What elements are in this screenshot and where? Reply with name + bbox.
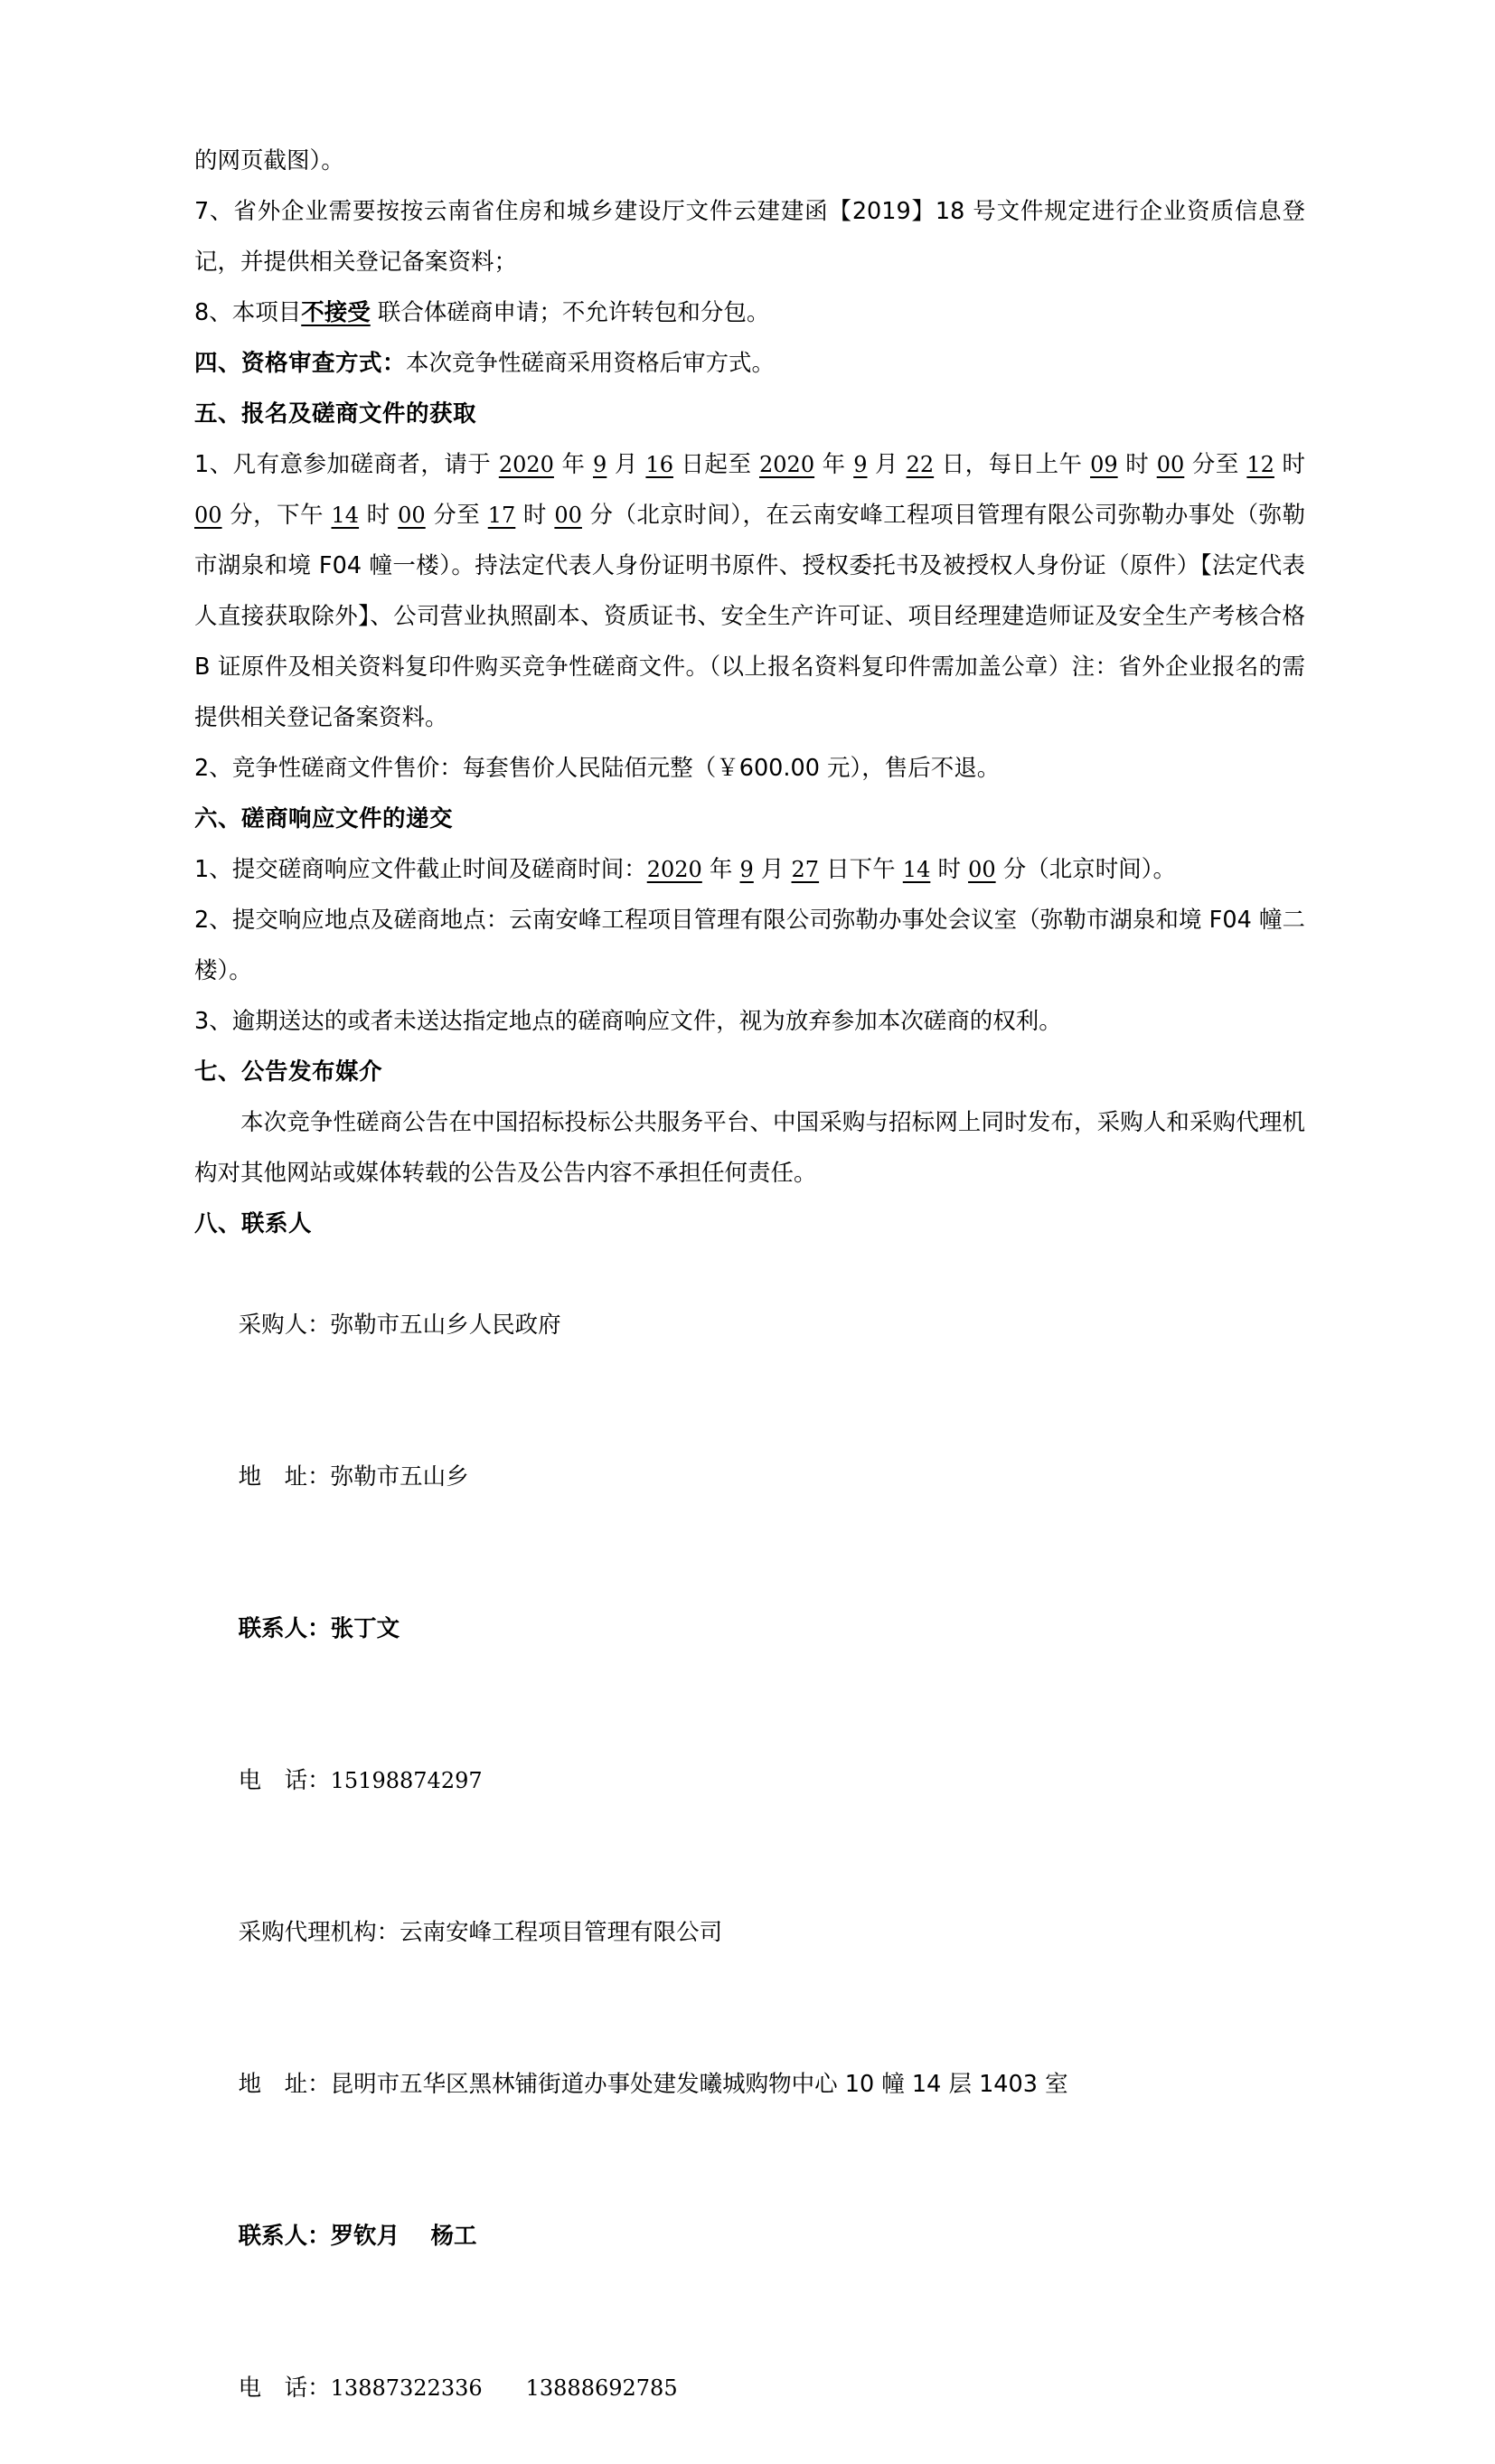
paragraph-submission-deadline <box>194 844 1305 895</box>
seg-month: 9 <box>739 857 754 882</box>
section-heading-text: 八、联系人 <box>194 1210 313 1237</box>
section-heading-text: 五、报名及磋商文件的获取 <box>194 400 477 428</box>
section-4-qualification-review <box>194 338 1305 389</box>
contact-value: 昆明市五华区黑林铺街道办事处建发曦城购物中心 10 幢 14 层 1403 室 <box>330 2071 1068 2098</box>
contact-label: 电 话： <box>238 2375 331 2402</box>
section-heading: 四、资格审查方式： <box>194 350 407 377</box>
paragraph-text: 2、竞争性磋商文件售价：每套售价人民陆佰元整（￥600.00 元），售后不退。 <box>194 755 1001 782</box>
seg-day-end: 22 <box>906 452 935 477</box>
paragraph-document-price <box>194 743 1305 794</box>
seg: 年 <box>701 856 740 883</box>
seg: 年 <box>553 451 594 478</box>
paragraph-text: 本次竞争性磋商公告在中国招标投标公共服务平台、中国采购与招标网上同时发布，采购人和采购代理机构对其他网站或媒体转载的公告及公告内容不承担任何责任。 <box>194 1109 1305 1187</box>
paragraph-announcement-media <box>194 1097 1305 1199</box>
contact-label: 地 址： <box>238 1463 331 1491</box>
seg-am-end-hour: 12 <box>1246 452 1274 477</box>
seg-day: 27 <box>791 857 820 882</box>
paragraph-suffix: 联合体磋商申请；不允许转包和分包。 <box>370 299 770 326</box>
contact-label: 联系人： <box>238 1615 331 1642</box>
contact-label: 采购人： <box>238 1312 331 1339</box>
seg-month-end: 9 <box>853 452 868 477</box>
contact-label: 采购代理机构： <box>238 1919 400 1946</box>
contact-agency <box>194 1857 1305 2008</box>
contact-value: 弥勒市五山乡 <box>330 1463 469 1491</box>
seg-am-start-hour: 09 <box>1090 452 1118 477</box>
section-6-heading <box>194 794 1305 844</box>
contact-value: 云南安峰工程项目管理有限公司 <box>400 1919 723 1946</box>
contact-purchaser <box>194 1249 1305 1401</box>
paragraph-text: 的网页截图）。 <box>194 147 344 174</box>
contact-agency-address <box>194 2008 1305 2160</box>
contact-value: 罗钦月 杨工 <box>330 2223 477 2250</box>
seg-year-end: 2020 <box>759 452 815 477</box>
seg: 时 <box>1274 451 1305 478</box>
seg-pm-end-hour: 17 <box>487 503 516 528</box>
seg-month: 9 <box>593 452 607 477</box>
seg: 分至 <box>1184 451 1247 478</box>
contact-purchaser-address <box>194 1401 1305 1553</box>
contact-agency-person <box>194 2160 1305 2312</box>
paragraph-item-8 <box>194 287 1305 338</box>
contact-label: 地 址： <box>238 2071 331 2098</box>
contact-value: 15198874297 <box>330 1768 483 1793</box>
contact-label: 电 话： <box>238 1767 331 1794</box>
seg-am-start-min: 00 <box>1156 452 1185 477</box>
seg: 日，每日上午 <box>934 451 1091 478</box>
paragraph-text: 7、省外企业需要按按云南省住房和城乡建设厅文件云建建函【2019】18 号文件规定进行企业资质信息登记，并提供相关登记备案资料； <box>194 198 1305 276</box>
seg-pm-end-min: 00 <box>554 503 582 528</box>
paragraph-prefix: 8、本项目 <box>194 299 302 326</box>
section-7-heading <box>194 1047 1305 1097</box>
seg: 日起至 <box>672 451 760 478</box>
seg: 分，下午 <box>221 502 332 529</box>
paragraph-text: 3、逾期送达的或者未送达指定地点的磋商响应文件，视为放弃参加本次磋商的权利。 <box>194 1008 1062 1035</box>
seg: 月 <box>606 451 646 478</box>
seg: 1、凡有意参加磋商者，请于 <box>194 451 499 478</box>
seg: 时 <box>1117 451 1157 478</box>
seg: 时 <box>930 856 969 883</box>
section-heading-text: 六、磋商响应文件的递交 <box>194 805 454 832</box>
contact-label: 联系人： <box>238 2223 331 2250</box>
seg: 时 <box>359 502 399 529</box>
paragraph-item-7 <box>194 186 1305 287</box>
contact-agency-phone <box>194 2312 1305 2464</box>
document-body <box>194 136 1305 2464</box>
contact-purchaser-person <box>194 1553 1305 1705</box>
section-8-heading <box>194 1199 1305 1249</box>
seg-year: 2020 <box>498 452 554 477</box>
seg-hour: 14 <box>902 857 931 882</box>
contact-value: 张丁文 <box>330 1615 400 1642</box>
seg: 时 <box>515 502 555 529</box>
seg: 月 <box>753 856 792 883</box>
seg-day: 16 <box>645 452 673 477</box>
seg: 分（北京时间），在云南安峰工程项目管理有限公司弥勒办事处（弥勒市湖泉和境 F04 幢一楼）。持法定代表人身份证明书原件、授权委托书及被授权人身份证（原件）【法定代表人直接获取除外】、公司营业执照副本、资质证书、安全生产许可证、项目经理建造师证及安全生产考核合格 B 证原件及相关资料复印件购买竞争性磋商文件。（以上报名资料复印件需加盖公章）注：省外企业报名的需提供相关登记备案资料。 <box>194 502 1305 731</box>
paragraph-webpage-screenshot <box>194 136 1305 186</box>
section-text: 本次竞争性磋商采用资格后审方式。 <box>406 350 776 377</box>
seg: 日下午 <box>819 856 903 883</box>
contact-value: 13887322336 13888692785 <box>330 2375 678 2401</box>
section-5-heading <box>194 389 1305 439</box>
seg-minute: 00 <box>968 857 996 882</box>
contact-purchaser-phone <box>194 1705 1305 1857</box>
seg: 分（北京时间）。 <box>995 856 1176 883</box>
section-heading-text: 七、公告发布媒介 <box>194 1058 383 1086</box>
seg-pm-start-hour: 14 <box>331 503 360 528</box>
paragraph-registration-period <box>194 439 1305 743</box>
paragraph-text: 2、提交响应地点及磋商地点：云南安峰工程项目管理有限公司弥勒办事处会议室（弥勒市湖泉和境 F04 幢二楼）。 <box>194 907 1305 984</box>
seg-year: 2020 <box>646 857 702 882</box>
seg: 月 <box>867 451 907 478</box>
seg-am-end-min: 00 <box>194 503 222 528</box>
contact-value: 弥勒市五山乡人民政府 <box>330 1312 561 1339</box>
paragraph-submission-location <box>194 895 1305 996</box>
seg: 年 <box>814 451 854 478</box>
paragraph-late-submission <box>194 996 1305 1047</box>
seg: 分至 <box>425 502 488 529</box>
seg-pm-start-min: 00 <box>398 503 426 528</box>
paragraph-emphasis: 不接受 <box>301 299 371 326</box>
seg: 1、提交磋商响应文件截止时间及磋商时间： <box>194 856 647 883</box>
